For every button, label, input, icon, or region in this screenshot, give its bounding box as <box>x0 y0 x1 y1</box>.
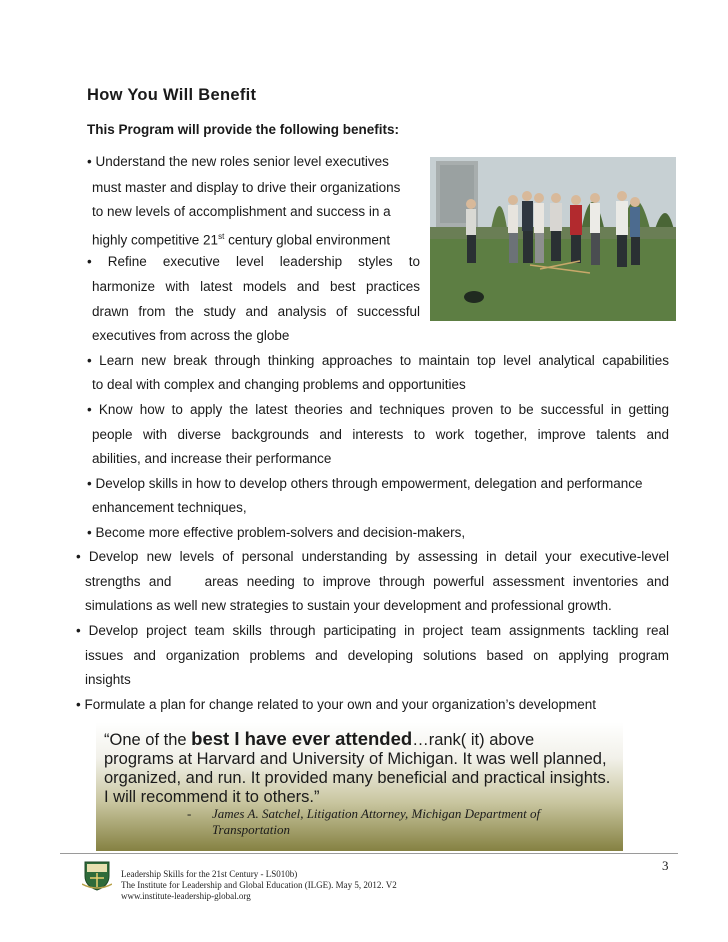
benefit-1-line-4b: century global environment <box>224 232 391 248</box>
benefit-8-line-1: • Develop project team skills through participating in project team assignments tackling real <box>76 623 669 638</box>
benefit-2-line-1: • Refine executive level leadership styles to <box>87 254 420 269</box>
attribution-line-1: James A. Satchel, Litigation Attorney, Michigan Department of <box>212 806 541 821</box>
benefit-7-line-1: • Develop new levels of personal understanding by assessing in detail your executive-level <box>76 549 669 564</box>
benefit-1-line-4a: highly competitive 21 <box>92 232 219 248</box>
benefit-7-line-3: simulations as well new strategies to sustain your development and professional growth. <box>85 598 612 613</box>
benefit-4-line-2: people with diverse backgrounds and interests to work together, improve talents and <box>92 427 669 442</box>
benefit-5-line-2: enhancement techniques, <box>92 500 247 515</box>
benefit-2-line-3: drawn from the study and analysis of successful <box>92 304 420 319</box>
benefit-5-line-1: • Develop skills in how to develop others through empowerment, delegation and performance <box>87 476 643 491</box>
quote-line-2: programs at Harvard and University of Michigan. It was well planned, <box>104 750 607 768</box>
benefit-4-line-3: abilities, and increase their performance <box>92 451 332 466</box>
benefit-2-line-2: harmonize with latest models and best practices <box>92 279 420 294</box>
benefit-2-line-4: executives from across the globe <box>92 328 290 343</box>
footer-institute: The Institute for Leadership and Global Education (ILGE). May 5, 2012. V2 <box>121 880 397 890</box>
page-number: 3 <box>662 858 669 873</box>
benefit-9-line-1: • Formulate a plan for change related to your own and your organization’s development <box>76 697 597 712</box>
benefit-3-line-2: to deal with complex and changing problems and opportunities <box>92 377 466 392</box>
benefit-1-line-2: must master and display to drive their organizations <box>92 180 401 195</box>
attribution-dash: - <box>187 806 192 821</box>
testimonial-box <box>96 722 623 851</box>
crest-icon <box>82 858 112 892</box>
footer-course: Leadership Skills for the 21st Century - LS010b) <box>121 869 298 879</box>
institute-logo <box>82 858 112 892</box>
page-title: How You Will Benefit <box>87 86 257 104</box>
group-photo-art <box>430 157 676 321</box>
benefit-8-line-2: issues and organization problems and developing solutions based on applying program <box>85 648 669 663</box>
benefit-1-line-4 <box>92 229 390 249</box>
benefit-6-line-1: • Become more effective problem-solvers and decision-makers, <box>87 525 466 540</box>
benefit-4-line-1: • Know how to apply the latest theories and techniques proven to be successful in getting <box>87 402 669 417</box>
footer-url[interactable]: www.institute-leadership-global.org <box>121 891 251 901</box>
quote-rank: …rank( it) above <box>412 731 535 749</box>
benefit-1-sup: st <box>218 232 225 241</box>
benefit-8-line-3: insights <box>85 672 131 687</box>
benefit-1-line-1: • Understand the new roles senior level executives <box>87 154 389 169</box>
group-photo <box>430 157 676 321</box>
quote-line-1 <box>104 729 534 750</box>
benefit-1-line-3: to new levels of accomplishment and success in a <box>92 204 391 219</box>
quote-line-4: I will recommend it to others.” <box>104 788 320 806</box>
footer-divider <box>60 853 678 854</box>
benefit-3-line-1: • Learn new break through thinking approaches to maintain top level analytical capabilities <box>87 353 669 368</box>
attribution-line-2: Transportation <box>212 822 291 837</box>
quote-emphasis: best I have ever attended <box>191 728 413 749</box>
benefit-7-line-2: strengths and areas needing to improve through powerful assessment inventories and <box>85 574 669 589</box>
quote-open: “One of the <box>104 731 192 749</box>
page-subtitle: This Program will provide the following benefits: <box>87 122 400 137</box>
quote-line-3: organized, and run. It provided many beneficial and practical insights. <box>104 769 611 787</box>
